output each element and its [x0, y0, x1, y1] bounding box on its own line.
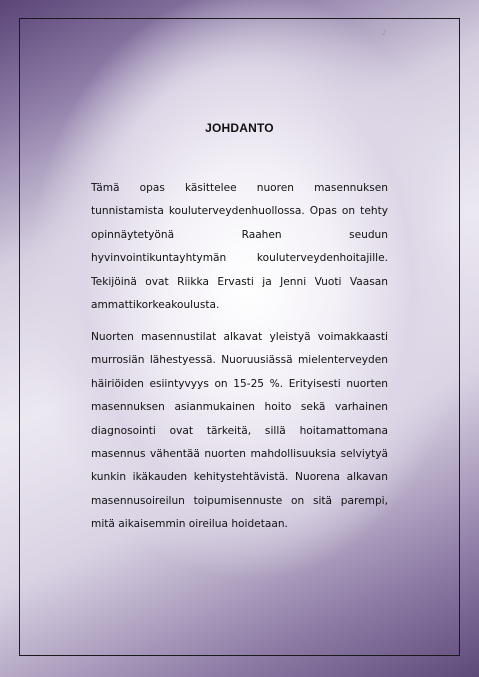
section-heading: JOHDANTO — [205, 121, 274, 135]
paragraph-line: Nuorten masennustilat alkavat yleistyä voimakkaasti — [91, 331, 388, 343]
paragraph-line: masennusoireilun toipumisennuste on sitä parempi, — [91, 494, 388, 507]
paragraph-line: murrosiän lähestyessä. Nuoruusiässä mielenterveyden — [91, 354, 388, 367]
paragraph-line: opinnäytetyönä Raahen seudun — [91, 228, 388, 241]
paragraph-line: häiriöiden esiintyvyys on 15-25 %. Erityisesti nuorten — [91, 377, 388, 390]
paragraph-line: masennus vähentää nuorten mahdollisuuksia selviytyä — [91, 447, 388, 460]
paragraph-line: tunnistamista kouluterveydenhuollossa. Opas on tehty — [91, 205, 388, 218]
paragraph-depression — [91, 326, 388, 537]
paragraph-line: Tekijöinä ovat Riikka Ervasti ja Jenni Vuoti Vaasan — [91, 275, 388, 288]
paragraph-line: diagnosointi ovat tärkeitä, sillä hoitamattomana — [91, 424, 388, 437]
paragraph-line: Tämä opas käsittelee nuoren masennuksen — [91, 182, 388, 194]
paragraph-line: hyvinvointikuntayhtymän kouluterveydenhoitajille. — [91, 252, 388, 265]
paragraph-line: mitä aikaisemmin oireilua hoidetaan. — [91, 518, 288, 531]
paragraph-line: ammattikorkeakoulusta. — [91, 298, 220, 311]
paragraph-line: masennuksen asianmukainen hoito sekä varhainen — [91, 401, 388, 414]
page-number: 2 — [382, 28, 386, 37]
paragraph-line: kunkin ikäkauden kehitystehtävistä. Nuorena alkavan — [91, 471, 388, 484]
paragraph-intro — [91, 177, 388, 317]
